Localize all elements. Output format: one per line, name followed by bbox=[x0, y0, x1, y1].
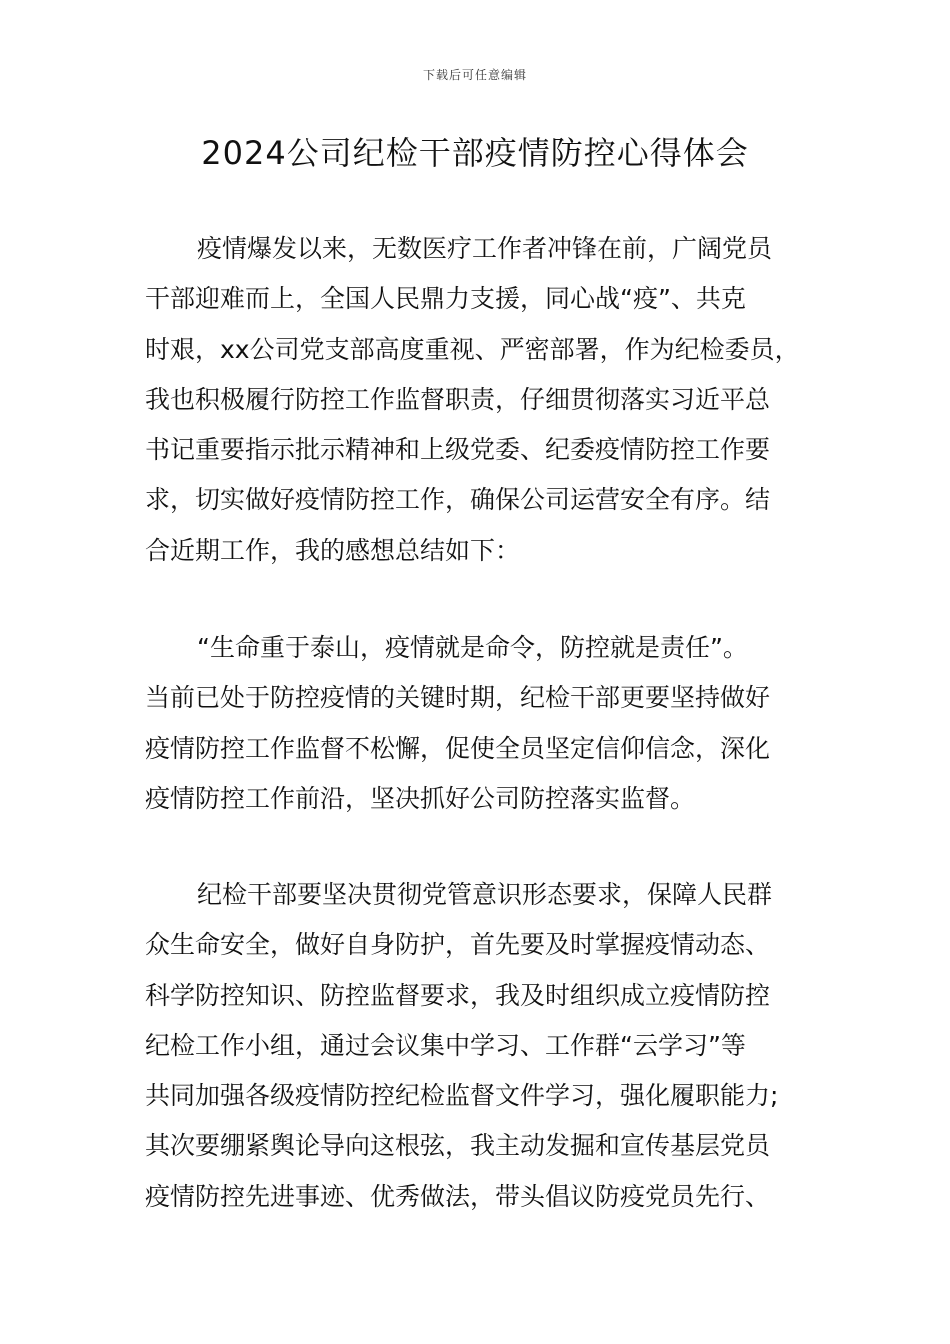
paragraph-2 bbox=[145, 623, 810, 824]
paragraph-line: 书记重要指示批示精神和上级党委、纪委疫情防控工作要 bbox=[145, 435, 771, 465]
paragraph-line: 时艰，xx公司党支部高度重视、严密部署，作为纪检委员， bbox=[145, 334, 800, 364]
paragraph-line: “生命重于泰山，疫情就是命令，防控就是责任”。 bbox=[197, 633, 748, 662]
paragraph-line: 当前已处于防控疫情的关键时期，纪检干部更要坚持做好 bbox=[145, 683, 771, 713]
paragraph-3 bbox=[145, 870, 810, 1222]
paragraph-1 bbox=[145, 224, 810, 576]
paragraph-line: 疫情防控先进事迹、优秀做法，带头倡议防疫党员先行、 bbox=[145, 1181, 771, 1211]
header-note: 下载后可任意编辑 bbox=[422, 68, 527, 82]
paragraph-line: 共同加强各级疫情防控纪检监督文件学习，强化履职能力; bbox=[145, 1081, 779, 1111]
paragraph-line: 纪检工作小组，通过会议集中学习、工作群“云学习”等 bbox=[145, 1030, 746, 1060]
paragraph-line: 合近期工作，我的感想总结如下： bbox=[145, 535, 521, 565]
paragraph-line: 干部迎难而上，全国人民鼎力支援，同心战“疫”、共克 bbox=[145, 284, 746, 314]
document-title: 2024公司纪检干部疫情防控心得体会 bbox=[201, 134, 749, 172]
paragraph-line: 我也积极履行防控工作监督职责，仔细贯彻落实习近平总 bbox=[145, 384, 771, 414]
paragraph-line: 求，切实做好疫情防控工作，确保公司运营安全有序。结 bbox=[145, 485, 771, 515]
paragraph-line: 纪检干部要坚决贯彻党管意识形态要求，保障人民群 bbox=[197, 880, 773, 909]
paragraph-line: 科学防控知识、防控监督要求，我及时组织成立疫情防控 bbox=[145, 980, 771, 1010]
paragraph-line: 疫情爆发以来，无数医疗工作者冲锋在前，广阔党员 bbox=[197, 234, 773, 263]
paragraph-line: 疫情防控工作监督不松懈，促使全员坚定信仰信念，深化 bbox=[145, 733, 771, 763]
paragraph-line: 其次要绷紧舆论导向这根弦，我主动发掘和宣传基层党员 bbox=[145, 1131, 771, 1161]
paragraph-line: 疫情防控工作前沿，坚决抓好公司防控落实监督。 bbox=[145, 783, 696, 813]
paragraph-line: 众生命安全，做好自身防护，首先要及时掌握疫情动态、 bbox=[145, 930, 771, 960]
